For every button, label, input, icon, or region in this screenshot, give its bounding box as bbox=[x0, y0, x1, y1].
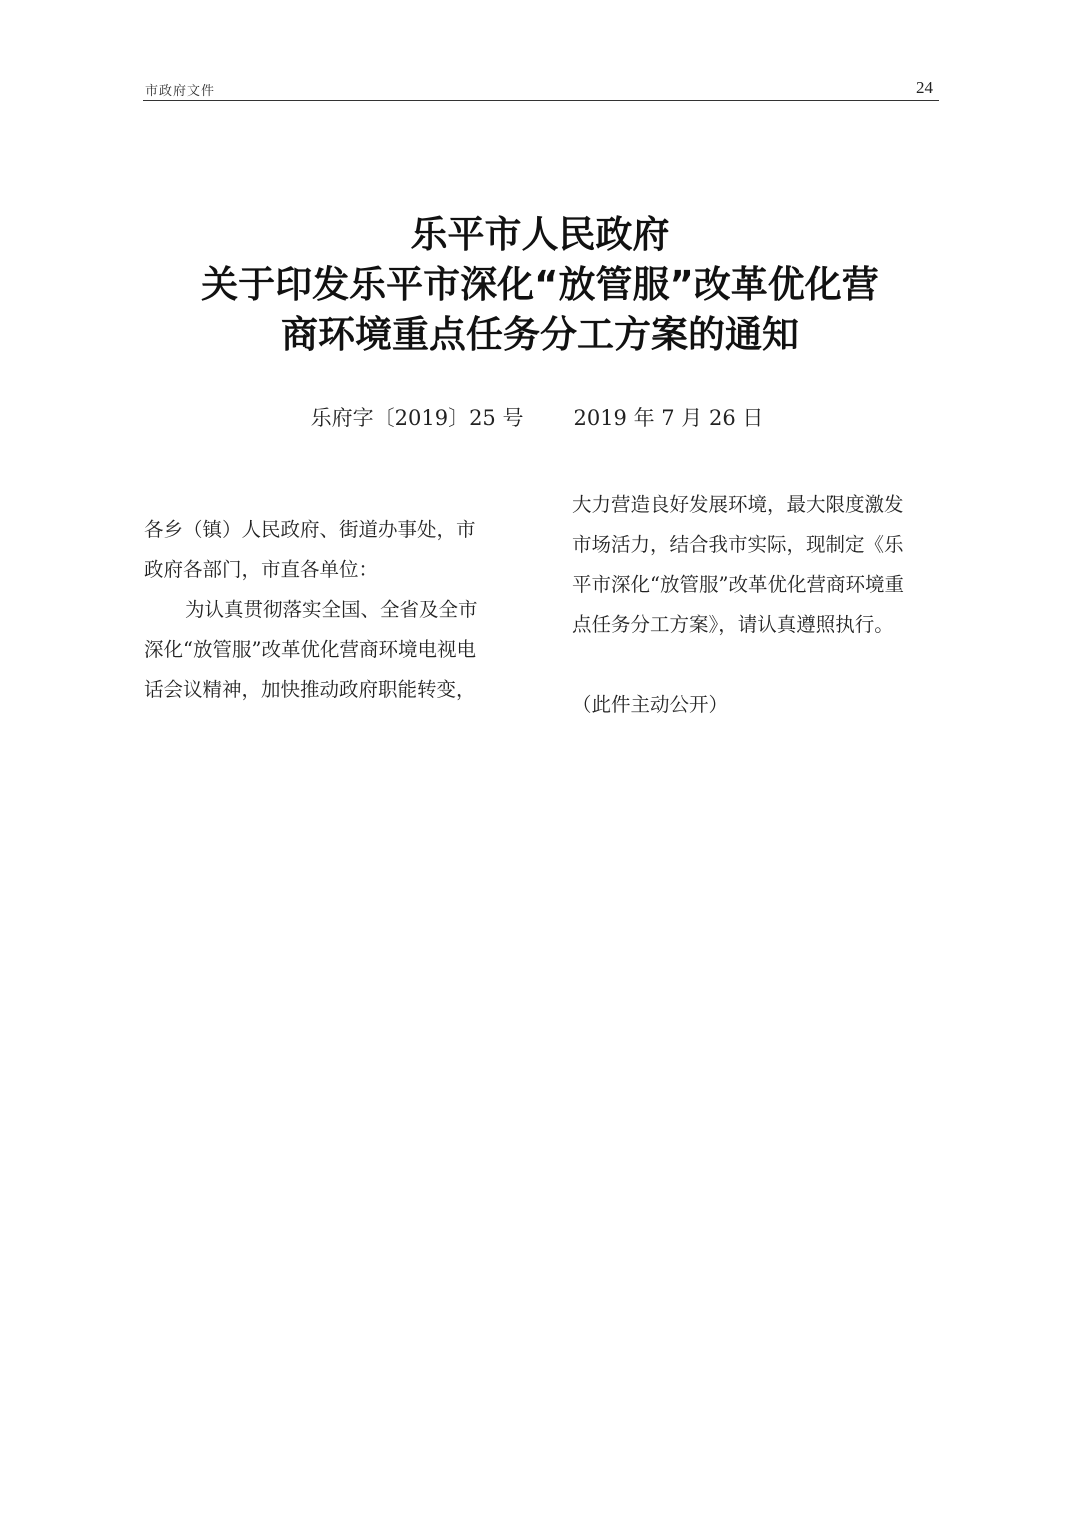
body-line: 平市深化“放管服”改革优化营商环境重 bbox=[572, 573, 904, 596]
body-line: 点任务分工方案》，请认真遵照执行。 bbox=[572, 613, 894, 636]
body-line: 各乡（镇）人民政府、街道办事处，市 bbox=[144, 518, 476, 541]
body-column-right bbox=[572, 485, 952, 725]
document-number: 乐府字〔2019〕25 号 bbox=[310, 406, 524, 430]
public-note: （此件主动公开） bbox=[572, 693, 729, 716]
body-line: 政府各部门，市直各单位： bbox=[144, 558, 379, 581]
section-label: 市政府文件 bbox=[145, 84, 216, 99]
title-line-3: 商环境重点任务分工方案的通知 bbox=[281, 313, 799, 356]
body-line: 大力营造良好发展环境，最大限度激发 bbox=[572, 493, 904, 516]
body-line: 话会议精神，加快推动政府职能转变， bbox=[144, 678, 476, 701]
page-number: 24 bbox=[916, 78, 933, 97]
body-line: 为认真贯彻落实全国、全省及全市 bbox=[185, 598, 478, 621]
document-title bbox=[140, 210, 940, 360]
title-line-2: 关于印发乐平市深化“放管服”改革优化营 bbox=[201, 263, 879, 306]
page-header bbox=[143, 78, 939, 101]
document-meta bbox=[0, 402, 1074, 432]
issue-date: 2019 年 7 月 26 日 bbox=[573, 406, 764, 430]
body-line: 市场活力，结合我市实际，现制定《乐 bbox=[572, 533, 904, 556]
title-line-1: 乐平市人民政府 bbox=[410, 213, 670, 256]
body-column-left bbox=[144, 510, 524, 710]
body-line: 深化“放管服”改革优化营商环境电视电 bbox=[144, 638, 476, 661]
